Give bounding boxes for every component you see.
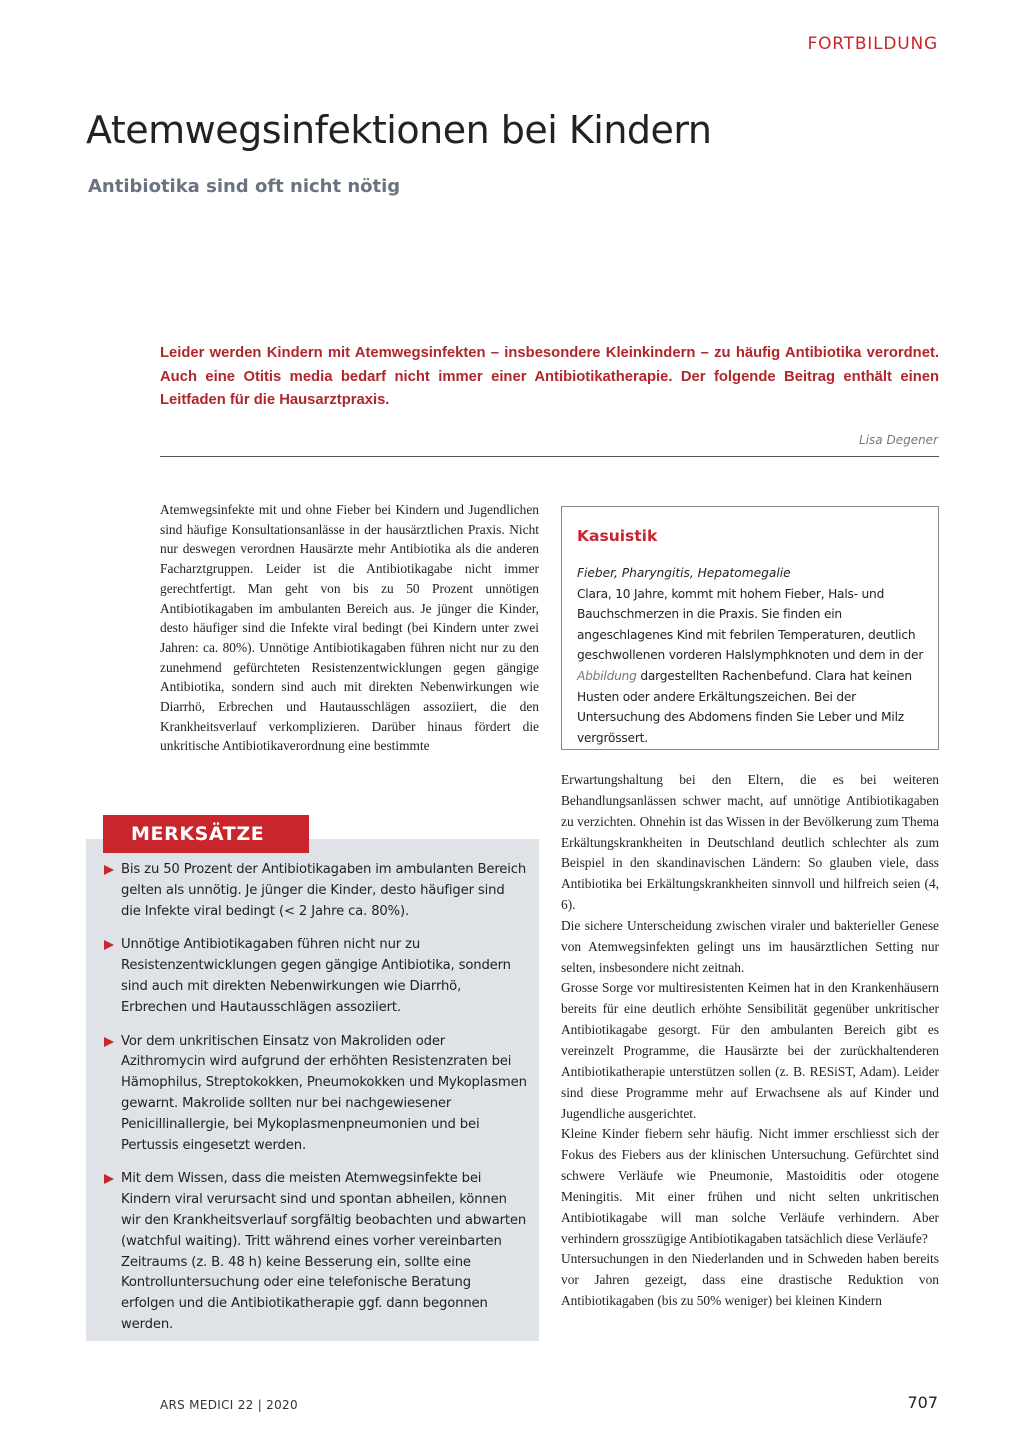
body-column-left: Atemwegsinfekte mit und ohne Fieber bei Kindern und Jugendlichen sind häufige Konsultationsanlässe in der hausärztlichen Praxis. Nicht nur deswegen verordnen Hausärzte mehr Antibiotika als die anderen Facharztgruppen. Leider ist die Antibiotikagabe nicht immer gerechtfertigt. Man geht von bis zu 50 Prozent unnötigen Antibiotikagaben im ambulanten Bereich aus. Je jünger die Kinder, desto häufiger sind die Infekte viral bedingt (bei Kindern unter zwei Jahren: ca. 80%). Unnötige Antibiotikagaben führen nicht nur zu den zunehmend gefürchteten Resistenzentwicklungen gegen gängige Antibiotika, sondern sind auch mit direkten Nebenwirkungen wie Diarrhö, Erbrechen und Hautausschlägen assoziiert, die den Krankheitsverlauf verkomplizieren. Darüber hinaus fördert die unkritische Antibiotikaverordnung eine bestimmte	[160, 502, 539, 754]
triangle-bullet-icon	[104, 1037, 114, 1047]
case-box	[561, 506, 939, 750]
journal-info: ARS MEDICI 22 | 2020	[160, 1398, 298, 1412]
section-label: FORTBILDUNG	[807, 34, 938, 54]
body-column-right	[561, 770, 939, 1312]
page-number: 707	[907, 1393, 938, 1412]
key-point-text: Bis zu 50 Prozent der Antibiotikagaben im ambulanten Bereich gelten als unnötig. Je jünger die Kinder, desto häufiger sind die Infekte viral bedingt (< 2 Jahre ca. 80%).	[121, 862, 527, 919]
author-name: Lisa Degener	[859, 433, 938, 447]
case-box-title: Kasuistik	[577, 527, 658, 545]
key-point-item	[104, 1032, 528, 1157]
key-point-item	[104, 860, 528, 922]
body-paragraph: Erwartungshaltung bei den Eltern, die es bei weiteren Behandlungsanlässen schwer macht, auf unnötige Antibiotikagaben zu verzichten. Ohnehin ist das Wissen in der Bevölkerung zum Thema Erkältungskrankheiten in Deutschland deutlich schlechter als zum Beispiel in den skandinavischen Ländern: So glauben viele, dass Antibiotika bei Erkältungskrankheiten sinnvoll und hilfreich seien (4, 6).	[561, 772, 939, 913]
key-point-text: Mit dem Wissen, dass die meisten Atemwegsinfekte bei Kindern viral verursacht sind und spontan abheilen, können wir den Krankheitsverlauf sorgfältig beobachten und abwarten (watchful waiting). Tritt während eines vorher vereinbarten Zeitraums (z. B. 48 h) keine Besserung ein, sollte eine Kontrolluntersuchung oder eine telefonische Beratung erfolgen und die Antibiotikatherapie ggf. dann begonnen werden.	[121, 1171, 527, 1332]
triangle-bullet-icon	[104, 940, 114, 950]
key-points-list	[104, 860, 528, 1349]
key-point-item	[104, 1169, 528, 1335]
article-subtitle: Antibiotika sind oft nicht nötig	[88, 176, 401, 197]
case-box-subtitle: Fieber, Pharyngitis, Hepatomegalie	[577, 566, 791, 580]
key-point-text: Unnötige Antibiotikagaben führen nicht nur zu Resistenzentwicklungen gegen gängige Antibiotika, sondern sind auch mit direkten Nebenwirkungen wie Diarrhö, Erbrechen und Hautausschlägen assoziiert.	[121, 937, 511, 1015]
triangle-bullet-icon	[104, 865, 114, 875]
key-points-label: MERKSÄTZE	[103, 815, 309, 853]
key-point-item	[104, 935, 528, 1018]
body-paragraph: Kleine Kinder fiebern sehr häufig. Nicht immer erschliesst sich der Fokus des Fiebers aus der klinischen Untersuchung. Gefürchtet sind schwere Verläufe wie Pneumonie, Mastoiditis oder otogene Meningitis. Mit einer frühen und nicht selten unkritischen Antibiotikagabe will man solche Verläufe verhindern. Aber verhindern grosszügige Antibiotikagaben tatsächlich diese Verläufe?	[561, 1126, 939, 1246]
case-box-text	[577, 584, 924, 749]
body-paragraph: Die sichere Unterscheidung zwischen viraler und bakterieller Genese von Atemwegsinfekten gelingt uns im hausärztlichen Setting nur selten, insbesondere nicht zeitnah.	[561, 917, 939, 975]
divider	[160, 456, 939, 457]
article-title: Atemwegsinfektionen bei Kindern	[86, 108, 712, 152]
case-text-part-2: dargestellten Rachenbefund. Clara hat keinen Husten oder andere Erkältungszeichen. Bei der Untersuchung des Abdomens finden Sie Leber und Milz vergrössert.	[577, 668, 912, 745]
case-text-part-1: Clara, 10 Jahre, kommt mit hohem Fieber, Hals- und Bauchschmerzen in die Praxis. Sie finden ein angeschlagenes Kind mit febrilen Temperaturen, deutlich geschwollenen vorderen Halslymphknoten und dem in der	[577, 586, 924, 663]
article-lead: Leider werden Kindern mit Atemwegsinfekten – insbesondere Kleinkindern – zu häufig Antibiotika verordnet. Auch eine Otitis media bedarf nicht immer einer Antibiotikatherapie. Der folgende Beitrag enthält einen Leitfaden für die Hausarztpraxis.	[160, 345, 939, 408]
body-paragraph: Grosse Sorge vor multiresistenten Keimen hat in den Krankenhäusern bereits für eine deutlich erhöhte Sensibilität gegenüber unkritischer Antibiotikagabe gesorgt. Für den ambulanten Bereich gibt es vereinzelt Programme, die Hausärzte bei der zurückhaltenderen Antibiotikatherapie unterstützen sollen (z. B. RESiST, Adam). Leider sind diese Programme mehr auf Erwachsene als auf Kinder und Jugendliche ausgerichtet.	[561, 980, 939, 1121]
figure-reference-link[interactable]: Abbildung	[577, 668, 637, 683]
body-paragraph: Untersuchungen in den Niederlanden und in Schweden haben bereits vor Jahren gezeigt, dass eine drastische Reduktion von Antibiotikagaben (bis zu 50% weniger) bei kleinen Kindern	[561, 1251, 939, 1309]
triangle-bullet-icon	[104, 1174, 114, 1184]
key-point-text: Vor dem unkritischen Einsatz von Makroliden oder Azithromycin wird aufgrund der erhöhten Resistenzraten bei Hämophilus, Streptokokken, Pneumokokken und Mykoplasmen gewarnt. Makrolide sollten nur bei nachgewiesener Penicillinallergie, bei Mykoplasmenpneumonien und bei Pertussis eingesetzt werden.	[121, 1033, 527, 1153]
